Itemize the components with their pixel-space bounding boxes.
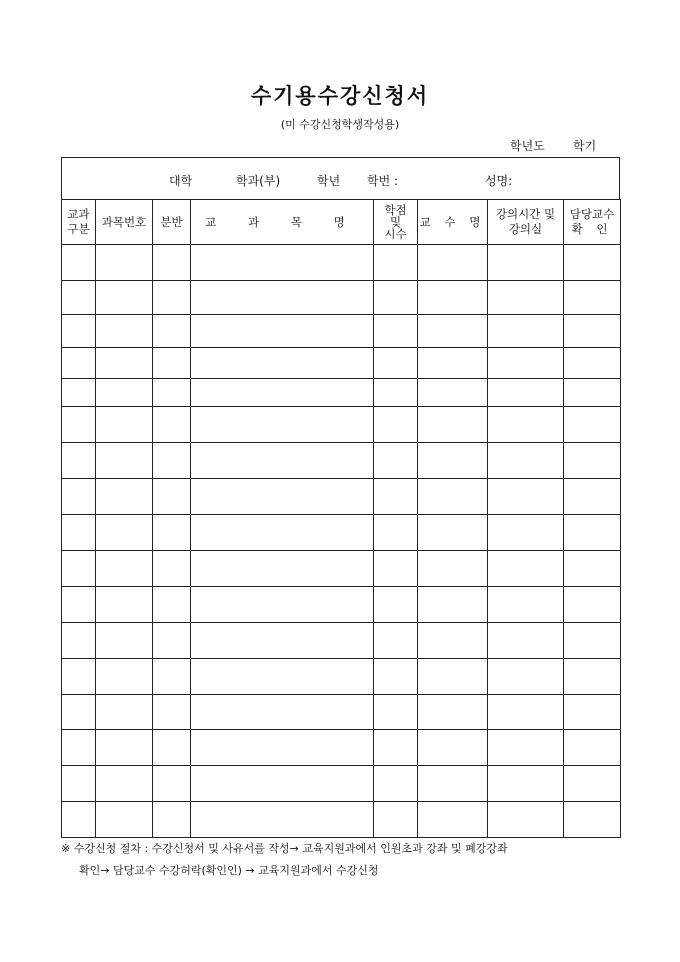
table-body — [62, 245, 621, 838]
student-id-label: 학번 : — [367, 174, 399, 188]
table-cell[interactable] — [191, 479, 374, 515]
table-cell[interactable] — [153, 379, 191, 407]
table-cell[interactable] — [153, 245, 191, 281]
table-row — [62, 315, 621, 348]
header-time-room-line2: 강의실 — [508, 222, 543, 236]
table-cell[interactable] — [418, 379, 488, 407]
grade-label: 학년 — [317, 174, 341, 188]
table-cell[interactable] — [191, 407, 374, 443]
table-cell[interactable] — [153, 766, 191, 802]
header-time-room — [488, 200, 564, 245]
header-category — [62, 200, 96, 245]
academic-year-label: 학년도 — [510, 139, 545, 153]
table-cell[interactable] — [153, 659, 191, 695]
table-cell[interactable] — [564, 407, 621, 443]
header-time-room-line1: 강의시간 및 — [495, 207, 556, 221]
table-row — [62, 802, 621, 838]
table-cell[interactable] — [488, 348, 564, 379]
table-cell[interactable] — [62, 348, 96, 379]
table-cell[interactable] — [153, 443, 191, 479]
table-cell[interactable] — [488, 281, 564, 315]
header-credits-line1: 학점 — [384, 203, 407, 217]
table-cell[interactable] — [374, 407, 418, 443]
table-cell[interactable] — [374, 281, 418, 315]
table-cell[interactable] — [488, 515, 564, 551]
table-cell[interactable] — [488, 443, 564, 479]
table-cell[interactable] — [374, 623, 418, 659]
table-cell[interactable] — [564, 695, 621, 730]
table-cell[interactable] — [488, 623, 564, 659]
course-table — [61, 199, 621, 838]
table-cell[interactable] — [418, 479, 488, 515]
table-cell[interactable] — [564, 315, 621, 348]
table-cell[interactable] — [488, 379, 564, 407]
table-cell[interactable] — [564, 515, 621, 551]
table-cell[interactable] — [62, 659, 96, 695]
table-cell[interactable] — [62, 515, 96, 551]
table-cell[interactable] — [153, 348, 191, 379]
table-cell[interactable] — [418, 730, 488, 766]
header-confirm-line2: 확 인 — [571, 222, 613, 236]
header-course-name: 교 과 목 명 — [191, 200, 374, 245]
table-cell[interactable] — [488, 315, 564, 348]
table-cell[interactable] — [62, 245, 96, 281]
table-cell[interactable] — [96, 281, 153, 315]
name-label: 성명: — [485, 174, 513, 188]
table-cell[interactable] — [418, 587, 488, 623]
table-cell[interactable] — [374, 659, 418, 695]
header-section: 분반 — [153, 200, 191, 245]
table-cell[interactable] — [96, 623, 153, 659]
table-cell[interactable] — [564, 245, 621, 281]
table-row — [62, 348, 621, 379]
table-cell[interactable] — [418, 551, 488, 587]
department-label: 학과(부) — [236, 174, 281, 188]
table-cell[interactable] — [96, 379, 153, 407]
table-cell[interactable] — [488, 766, 564, 802]
table-cell[interactable] — [374, 348, 418, 379]
table-cell[interactable] — [374, 515, 418, 551]
table-row — [62, 659, 621, 695]
table-cell[interactable] — [191, 730, 374, 766]
header-category-line2: 구분 — [67, 222, 90, 236]
table-cell[interactable] — [374, 315, 418, 348]
table-cell[interactable] — [96, 443, 153, 479]
table-cell[interactable] — [564, 802, 621, 838]
table-cell[interactable] — [153, 479, 191, 515]
table-cell[interactable] — [374, 587, 418, 623]
table-cell[interactable] — [191, 245, 374, 281]
table-cell[interactable] — [191, 623, 374, 659]
table-cell[interactable] — [191, 659, 374, 695]
table-cell[interactable] — [374, 730, 418, 766]
table-cell[interactable] — [62, 479, 96, 515]
table-row — [62, 281, 621, 315]
table-cell[interactable] — [374, 443, 418, 479]
table-row — [62, 379, 621, 407]
table-cell[interactable] — [191, 315, 374, 348]
table-cell[interactable] — [191, 281, 374, 315]
table-cell[interactable] — [153, 551, 191, 587]
table-cell[interactable] — [564, 379, 621, 407]
table-cell[interactable] — [374, 695, 418, 730]
table-cell[interactable] — [191, 766, 374, 802]
table-cell[interactable] — [191, 515, 374, 551]
table-cell[interactable] — [564, 443, 621, 479]
table-cell[interactable] — [62, 443, 96, 479]
table-cell[interactable] — [62, 730, 96, 766]
table-cell[interactable] — [564, 766, 621, 802]
table-cell[interactable] — [153, 695, 191, 730]
table-cell[interactable] — [564, 730, 621, 766]
table-cell[interactable] — [191, 587, 374, 623]
table-row — [62, 730, 621, 766]
table-cell[interactable] — [62, 623, 96, 659]
table-cell[interactable] — [488, 695, 564, 730]
table-cell[interactable] — [191, 379, 374, 407]
table-cell[interactable] — [153, 515, 191, 551]
table-cell[interactable] — [62, 407, 96, 443]
table-cell[interactable] — [96, 479, 153, 515]
table-cell[interactable] — [96, 515, 153, 551]
header-professor: 교 수 명 — [418, 200, 488, 245]
table-cell[interactable] — [96, 245, 153, 281]
table-cell[interactable] — [153, 730, 191, 766]
table-cell[interactable] — [62, 695, 96, 730]
table-cell[interactable] — [153, 587, 191, 623]
table-cell[interactable] — [96, 551, 153, 587]
table-cell[interactable] — [488, 407, 564, 443]
table-cell[interactable] — [418, 802, 488, 838]
table-cell[interactable] — [488, 659, 564, 695]
table-cell[interactable] — [191, 443, 374, 479]
table-cell[interactable] — [153, 802, 191, 838]
table-cell[interactable] — [153, 281, 191, 315]
student-info-row — [61, 157, 620, 199]
table-cell[interactable] — [418, 515, 488, 551]
table-cell[interactable] — [96, 730, 153, 766]
table-cell[interactable] — [153, 407, 191, 443]
table-cell[interactable] — [564, 551, 621, 587]
table-cell[interactable] — [62, 587, 96, 623]
table-row — [62, 407, 621, 443]
table-cell[interactable] — [488, 551, 564, 587]
header-confirm — [564, 200, 621, 245]
table-cell[interactable] — [374, 245, 418, 281]
form-title: 수기용수강신청서 — [250, 83, 430, 108]
table-row — [62, 551, 621, 587]
table-cell[interactable] — [374, 802, 418, 838]
table-cell[interactable] — [374, 551, 418, 587]
table-cell[interactable] — [374, 766, 418, 802]
table-row — [62, 245, 621, 281]
table-cell[interactable] — [418, 695, 488, 730]
table-cell[interactable] — [564, 587, 621, 623]
header-credits-line3: 시수 — [384, 227, 407, 241]
table-cell[interactable] — [96, 348, 153, 379]
table-cell[interactable] — [96, 315, 153, 348]
procedure-note — [61, 838, 631, 882]
table-cell[interactable] — [153, 315, 191, 348]
table-cell[interactable] — [418, 315, 488, 348]
table-cell[interactable] — [564, 479, 621, 515]
table-cell[interactable] — [62, 802, 96, 838]
table-cell[interactable] — [418, 407, 488, 443]
table-cell[interactable] — [564, 659, 621, 695]
table-cell[interactable] — [488, 730, 564, 766]
table-cell[interactable] — [191, 348, 374, 379]
table-cell[interactable] — [564, 348, 621, 379]
table-cell[interactable] — [96, 587, 153, 623]
table-row — [62, 443, 621, 479]
semester-label: 학기 — [573, 139, 597, 153]
table-cell[interactable] — [488, 245, 564, 281]
table-cell[interactable] — [62, 379, 96, 407]
table-cell[interactable] — [191, 695, 374, 730]
table-cell[interactable] — [62, 551, 96, 587]
table-row — [62, 587, 621, 623]
table-cell[interactable] — [488, 587, 564, 623]
header-credits-line2: 및 — [389, 215, 402, 229]
table-cell[interactable] — [62, 281, 96, 315]
procedure-note-line2: 확인→ 담당교수 수강허락(확인인) → 교육지원과에서 수강신청 — [79, 864, 379, 877]
table-cell[interactable] — [191, 551, 374, 587]
procedure-note-line1: ※ 수강신청 절차 : 수강신청서 및 사유서를 작성→ 교육지원과에서 인원초과 강좌 및 폐강강좌 — [61, 842, 508, 855]
table-cell[interactable] — [96, 766, 153, 802]
table-cell[interactable] — [374, 479, 418, 515]
table-cell[interactable] — [564, 281, 621, 315]
table-cell[interactable] — [418, 443, 488, 479]
table-cell[interactable] — [96, 802, 153, 838]
form-subtitle: (미 수강신청학생작성용) — [280, 118, 400, 131]
table-cell[interactable] — [564, 623, 621, 659]
table-cell[interactable] — [418, 659, 488, 695]
table-cell[interactable] — [96, 695, 153, 730]
college-label: 대학 — [169, 174, 193, 188]
table-row — [62, 695, 621, 730]
table-cell[interactable] — [191, 802, 374, 838]
table-cell[interactable] — [418, 281, 488, 315]
header-confirm-line1: 담당교수 — [569, 207, 615, 221]
table-row — [62, 479, 621, 515]
table-header-row — [62, 200, 621, 245]
header-credits — [374, 200, 418, 245]
header-course-no: 과목번호 — [96, 200, 153, 245]
table-cell[interactable] — [62, 766, 96, 802]
table-row — [62, 766, 621, 802]
table-cell[interactable] — [488, 479, 564, 515]
table-row — [62, 515, 621, 551]
table-cell[interactable] — [488, 802, 564, 838]
table-cell[interactable] — [418, 623, 488, 659]
table-row — [62, 623, 621, 659]
table-cell[interactable] — [96, 407, 153, 443]
table-cell[interactable] — [62, 315, 96, 348]
table-cell[interactable] — [96, 659, 153, 695]
table-cell[interactable] — [418, 766, 488, 802]
table-cell[interactable] — [418, 348, 488, 379]
table-cell[interactable] — [153, 623, 191, 659]
header-category-line1: 교과 — [67, 207, 90, 221]
table-cell[interactable] — [418, 245, 488, 281]
table-cell[interactable] — [374, 379, 418, 407]
